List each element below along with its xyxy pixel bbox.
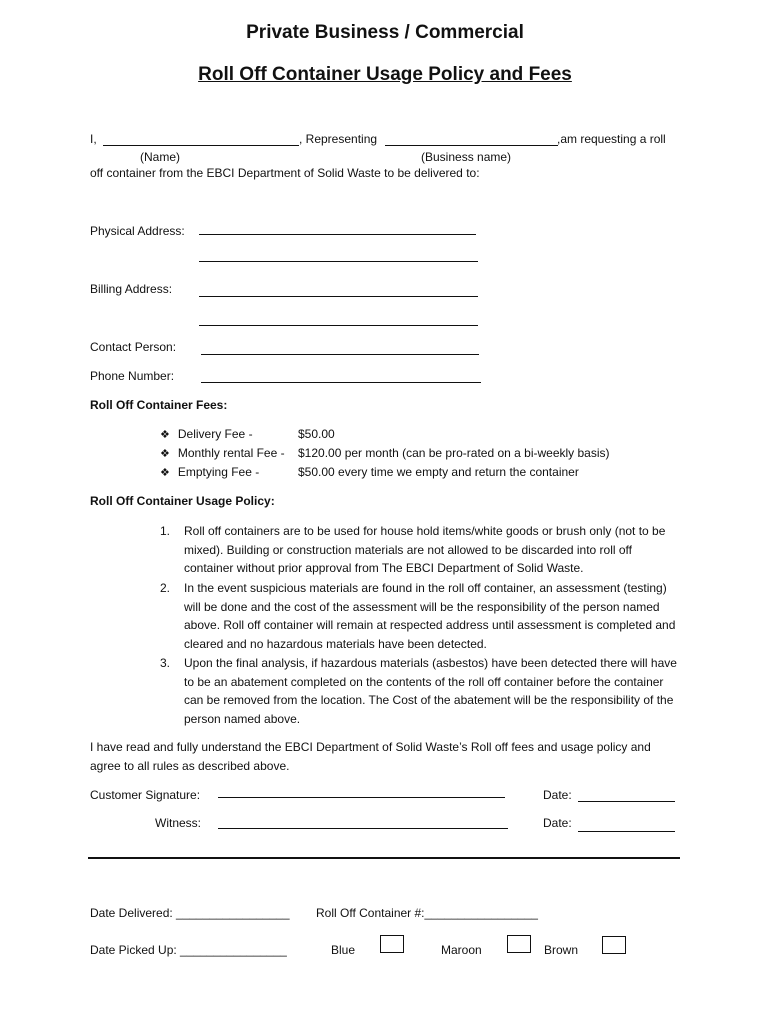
billing-address-field-2[interactable] <box>199 325 478 326</box>
page-title: Private Business / Commercial <box>246 22 524 43</box>
date-picked-up-field[interactable]: Date Picked Up: ________________ <box>90 943 287 957</box>
customer-date-field[interactable] <box>578 801 675 802</box>
intro-representing: , Representing <box>299 132 378 146</box>
fees-heading: Roll Off Container Fees: <box>90 398 228 412</box>
subtitle-text: Roll Off Container Usage Policy and Fees <box>198 64 572 85</box>
fee-item-delivery <box>160 427 253 441</box>
container-number-field[interactable]: Roll Off Container #:_________________ <box>316 906 538 920</box>
fee-item-monthly <box>160 446 285 460</box>
name-field[interactable] <box>103 145 299 146</box>
color-blue-label: Blue <box>331 943 356 957</box>
business-name-caption: (Business name) <box>421 150 512 164</box>
physical-address-field[interactable] <box>199 234 476 235</box>
policy-text: In the event suspicious materials are found in the roll off container, an assessment (testing) will be done and the cost of the assessment will be the responsibility of the person named above. Roll off container will remain at respected address until assessment is completed and cleared and no hazardous materials have been detected. <box>184 581 676 652</box>
policy-item-2 <box>160 579 680 654</box>
physical-address-field-2[interactable] <box>199 261 478 262</box>
customer-date-label: Date: <box>543 788 572 802</box>
physical-address-label: Physical Address: <box>90 224 185 238</box>
agreement-line1: I have read and fully understand the EBCI Department of Solid Waste’s Roll off fees and usage policy and <box>90 740 651 754</box>
fee-value: $50.00 <box>298 427 335 441</box>
phone-number-label: Phone Number: <box>90 369 175 383</box>
policy-heading: Roll Off Container Usage Policy: <box>90 494 275 508</box>
blue-checkbox[interactable] <box>380 935 404 953</box>
business-name-field[interactable] <box>385 145 558 146</box>
diamond-bullet-icon: ❖ <box>160 467 170 479</box>
date-delivered-field[interactable]: Date Delivered: _________________ <box>90 906 290 920</box>
fee-label: Delivery Fee - <box>177 427 253 441</box>
customer-signature-field[interactable] <box>218 797 505 798</box>
color-brown-label: Brown <box>544 943 579 957</box>
intro-line2: off container from the EBCI Department of Solid Waste to be delivered to: <box>90 166 480 180</box>
section-divider <box>88 857 680 859</box>
witness-signature-field[interactable] <box>218 828 508 829</box>
name-caption: (Name) <box>140 150 181 164</box>
color-maroon-label: Maroon <box>441 943 482 957</box>
policy-text: Upon the final analysis, if hazardous materials (asbestos) have been detected there will have to be an abatement completed on the contents of the roll off container before the container can be removed from the location. The Cost of the abatement will be the responsibility of the person named above. <box>184 656 677 727</box>
witness-date-label: Date: <box>543 816 572 830</box>
brown-checkbox[interactable] <box>602 936 626 954</box>
fee-label: Monthly rental Fee - <box>177 446 285 460</box>
page-subtitle <box>0 64 770 86</box>
fee-value: $50.00 every time we empty and return the container <box>298 465 579 479</box>
maroon-checkbox[interactable] <box>507 935 531 953</box>
witness-date-field[interactable] <box>578 831 675 832</box>
policy-number: 2. <box>160 581 171 595</box>
intro-requesting: ,am requesting a roll <box>557 132 666 146</box>
contact-person-field[interactable] <box>201 354 479 355</box>
contact-person-label: Contact Person: <box>90 340 177 354</box>
policy-item-3 <box>160 654 680 729</box>
diamond-bullet-icon: ❖ <box>160 429 170 441</box>
fee-label: Emptying Fee - <box>177 465 260 479</box>
customer-signature-label: Customer Signature: <box>90 788 201 802</box>
policy-number: 3. <box>160 656 171 670</box>
policy-text: Roll off containers are to be used for house hold items/white goods or brush only (not to be mixed). Building or construction materials are not allowed to be discarded into roll off container without prior approval from The EBCI Department of Solid Waste. <box>184 524 666 576</box>
billing-address-label: Billing Address: <box>90 282 173 296</box>
agreement-line2: agree to all rules as described above. <box>90 759 290 773</box>
phone-number-field[interactable] <box>201 382 481 383</box>
billing-address-field[interactable] <box>199 296 478 297</box>
policy-number: 1. <box>160 524 171 538</box>
fee-item-emptying <box>160 465 259 479</box>
fee-value: $120.00 per month (can be pro-rated on a bi-weekly basis) <box>298 446 610 460</box>
witness-label: Witness: <box>155 816 202 830</box>
intro-i-label: I, <box>90 132 97 146</box>
policy-item-1 <box>160 522 680 578</box>
diamond-bullet-icon: ❖ <box>160 448 170 460</box>
